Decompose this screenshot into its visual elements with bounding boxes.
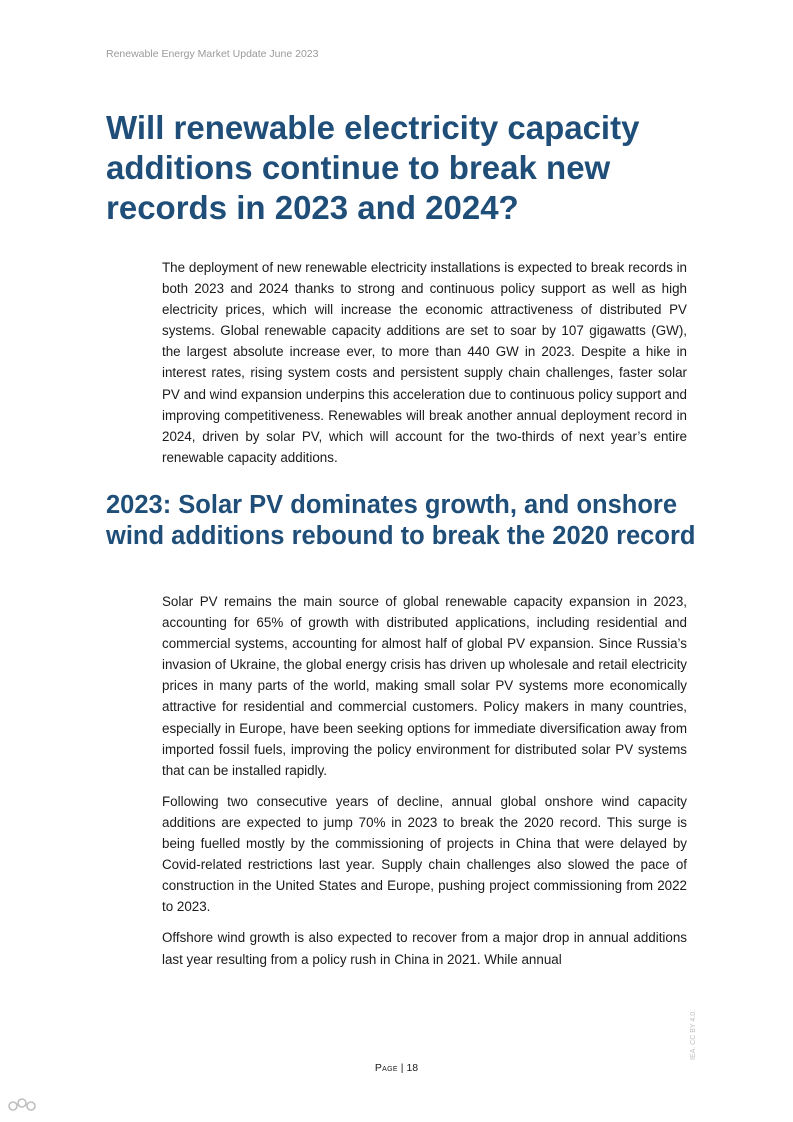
page-number — [0, 1062, 793, 1074]
body-paragraph: Offshore wind growth is also expected to recover from a major drop in annual additions last year resulting from a policy rush in China in 2021. While annual — [162, 930, 687, 967]
body-paragraph: Following two consecutive years of decline, annual global onshore wind capacity additions are expected to jump 70% in 2023 to break the 2020 record. This surge is being fuelled mostly by the commissioning of projects in China that were delayed by Covid-related restrictions last year. Supply chain challenges also slowed the pace of construction in the United States and Europe, pushing project commissioning from 2022 to 2023. — [162, 793, 687, 915]
section-body — [162, 591, 687, 980]
license-note: IEA. CC BY 4.0. — [690, 1009, 697, 1060]
section-heading: 2023: Solar PV dominates growth, and onshore wind additions rebound to break the 2020 record — [106, 491, 696, 550]
logo-icon — [8, 1097, 36, 1113]
page-label: Page — [374, 1062, 398, 1074]
body-paragraph: Solar PV remains the main source of global renewable capacity expansion in 2023, accounting for 65% of growth with distributed applications, including residential and commercial systems, accounting for almost half of global PV expansion. Since Russia’s invasion of Ukraine, the global energy crisis has driven up wholesale and retail electricity prices in many parts of the world, making small solar PV systems more economically attractive for residential and commercial customers. Policy makers in many countries, especially in Europe, have been seeking options for immediate diversification away from imported fossil fuels, improving the policy environment for distributed solar PV systems that can be installed rapidly. — [162, 594, 687, 778]
page-title: Will renewable electricity capacity additions continue to break new records in 2023 and 2024? — [106, 109, 640, 226]
watermark — [8, 1097, 36, 1113]
intro-block — [162, 257, 687, 478]
page-number-value: 18 — [406, 1062, 419, 1074]
page-separator: | — [400, 1062, 404, 1074]
intro-paragraph: The deployment of new renewable electricity installations is expected to break records in both 2023 and 2024 thanks to strong and continuous policy support as well as high electricity prices, which will increase the economic attractiveness of distributed PV systems. Global renewable capacity additions are set to soar by 107 gigawatts (GW), the largest absolute increase ever, to more than 440 GW in 2023. Despite a hike in interest rates, rising system costs and persistent supply chain challenges, faster solar PV and wind expansion underpins this acceleration due to continuous policy support and improving competitiveness. Renewables will break another annual deployment record in 2024, driven by solar PV, which will account for the two-thirds of next year’s entire renewable capacity additions. — [162, 260, 687, 465]
running-header: Renewable Energy Market Update June 2023 — [106, 48, 319, 60]
